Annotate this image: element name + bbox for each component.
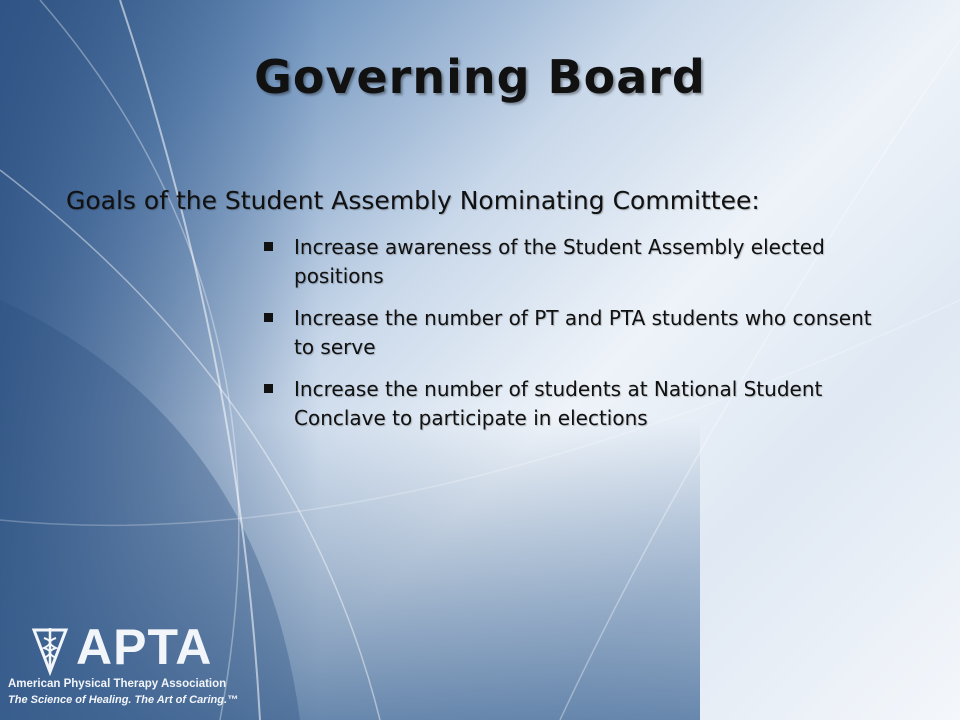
square-bullet-icon <box>264 242 273 251</box>
goals-heading: Goals of the Student Assembly Nominating Committee: <box>66 186 760 215</box>
bullet-text: Increase awareness of the Student Assembly elected positions <box>294 235 825 288</box>
caduceus-icon <box>30 626 70 676</box>
bullet-text: Increase the number of students at National Student Conclave to participate in elections <box>294 377 823 430</box>
list-item <box>258 304 898 362</box>
logo-wordmark: APTA <box>76 619 213 675</box>
logo-tagline: The Science of Healing. The Art of Caring.™ <box>8 694 239 706</box>
square-bullet-icon <box>264 313 273 322</box>
square-bullet-icon <box>264 384 273 393</box>
slide-title: Governing Board <box>254 50 706 104</box>
goals-bullet-list <box>258 233 898 446</box>
list-item <box>258 375 898 433</box>
logo-organization: American Physical Therapy Association <box>8 678 227 690</box>
apta-logo <box>8 619 239 714</box>
list-item <box>258 233 898 291</box>
bullet-text: Increase the number of PT and PTA students who consent to serve <box>294 306 872 359</box>
